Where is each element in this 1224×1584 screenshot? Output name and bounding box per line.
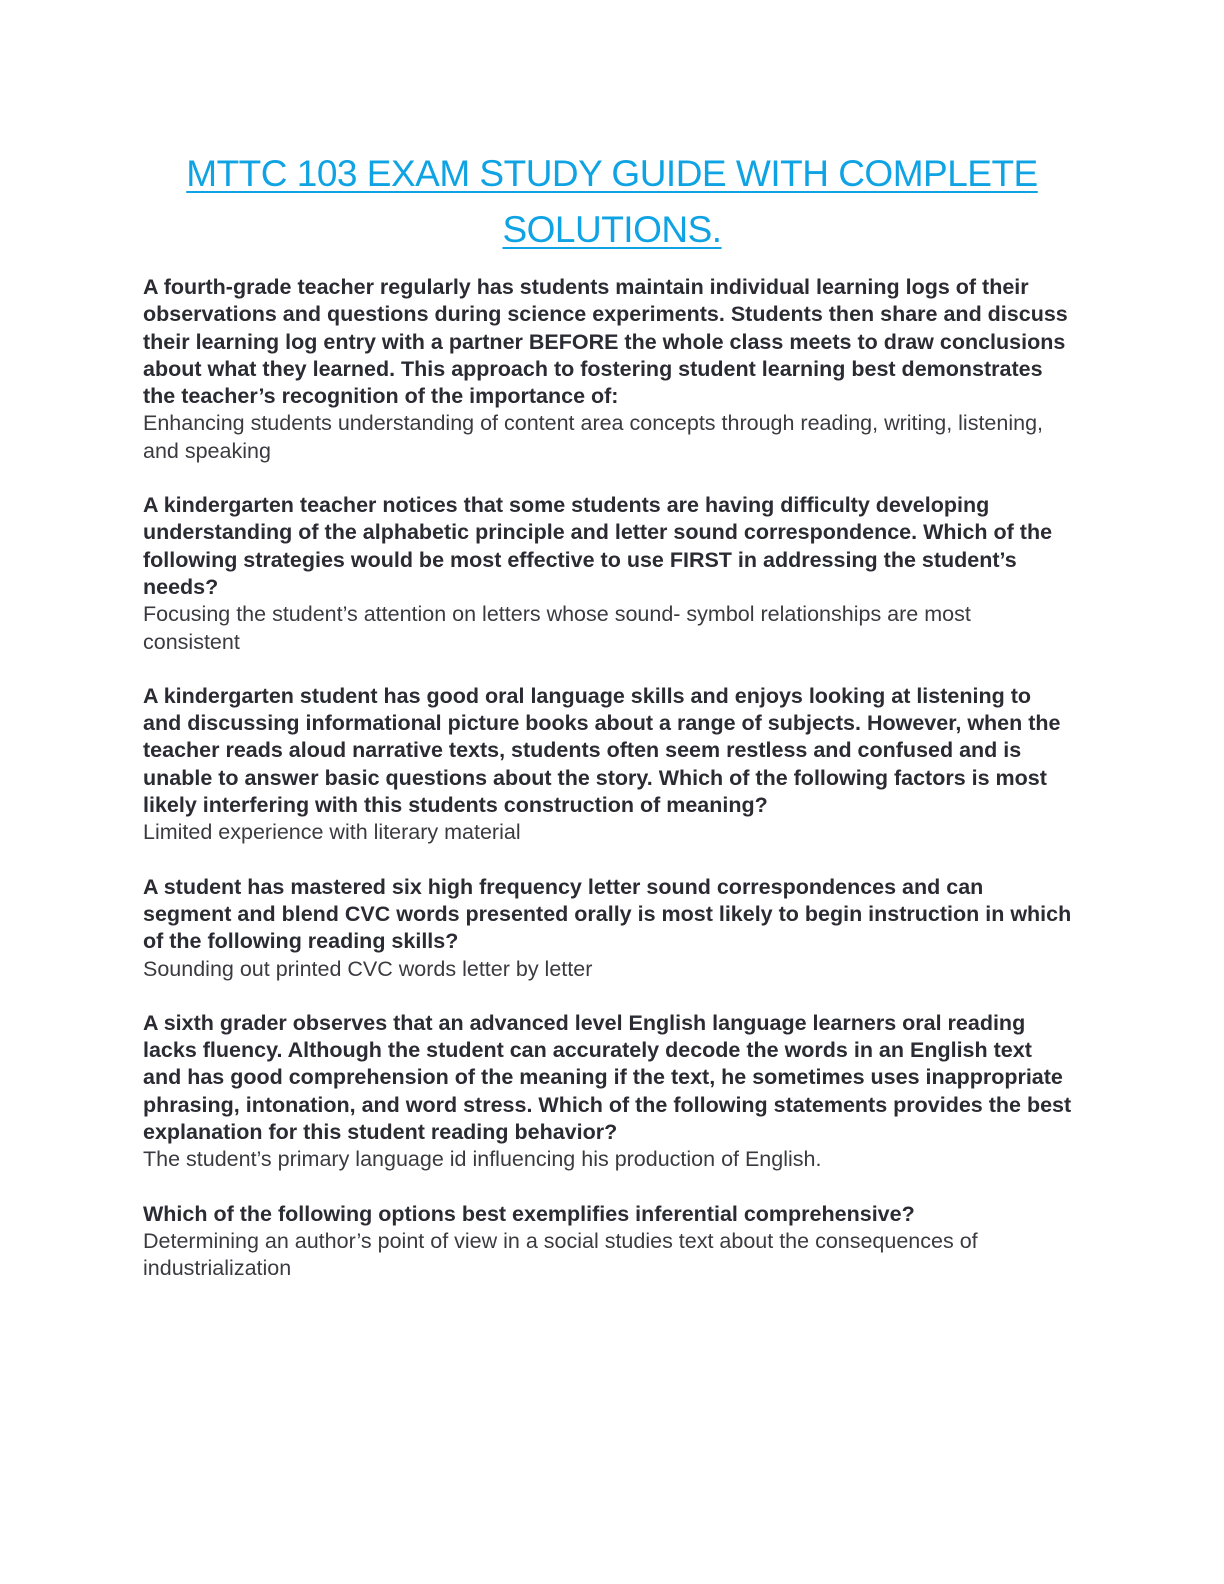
- question-item: [143, 1010, 1073, 1174]
- question-item: [143, 683, 1073, 847]
- answer-text: Determining an author’s point of view in a social studies text about the consequences of industrialization: [143, 1228, 978, 1281]
- question-item: [143, 874, 1073, 983]
- answer-text: Enhancing students understanding of content area concepts through reading, writing, listening, and speaking: [143, 411, 1044, 463]
- question-text: Which of the following options best exemplifies inferential comprehensive?: [143, 1201, 915, 1226]
- question-text: A kindergarten teacher notices that some students are having difficulty developing understanding of the alphabetic principle and letter sound correspondence. Which of the following strategies would be most effective to use FIRST in addressing the student’s needs?: [143, 493, 1053, 599]
- question-item: [143, 1201, 1073, 1283]
- question-item: [143, 492, 1073, 656]
- answer-text: Limited experience with literary material: [143, 820, 521, 845]
- document-title: MTTC 103 EXAM STUDY GUIDE WITH COMPLETE SOLUTIONS.: [186, 153, 1038, 250]
- answer-text: Sounding out printed CVC words letter by letter: [143, 956, 593, 981]
- question-list: [143, 274, 1073, 1310]
- question-text: A fourth-grade teacher regularly has students maintain individual learning logs of their observations and questions during science experiments. Students then share and discuss their learning log entry with a partner BEFORE the whole class meets to draw conclusions about what they learned. This approach to fostering student learning best demonstrates the teacher’s recognition of the importance of:: [143, 275, 1068, 409]
- question-text: A student has mastered six high frequency letter sound correspondences and can segment and blend CVC words presented orally is most likely to begin instruction in which of the following reading skills?: [143, 874, 1072, 954]
- question-item: [143, 274, 1073, 465]
- question-text: A kindergarten student has good oral language skills and enjoys looking at listening to and discussing informational picture books about a range of subjects. However, when the teacher reads aloud narrative texts, students often seem restless and confused and is unable to answer basic questions about the story. Which of the following factors is most likely interfering with this students construction of meaning?: [143, 683, 1061, 818]
- question-text: A sixth grader observes that an advanced level English language learners oral reading lacks fluency. Although the student can accurately decode the words in an English text and has good comprehension of the meaning if the text, he sometimes uses inappropriate phrasing, intonation, and word stress. Which of the following statements provides the best explanation for this student reading behavior?: [143, 1010, 1072, 1145]
- answer-text: The student’s primary language id influencing his production of English.: [143, 1147, 822, 1172]
- answer-text: Focusing the student’s attention on letters whose sound- symbol relationships are most consistent: [143, 602, 971, 654]
